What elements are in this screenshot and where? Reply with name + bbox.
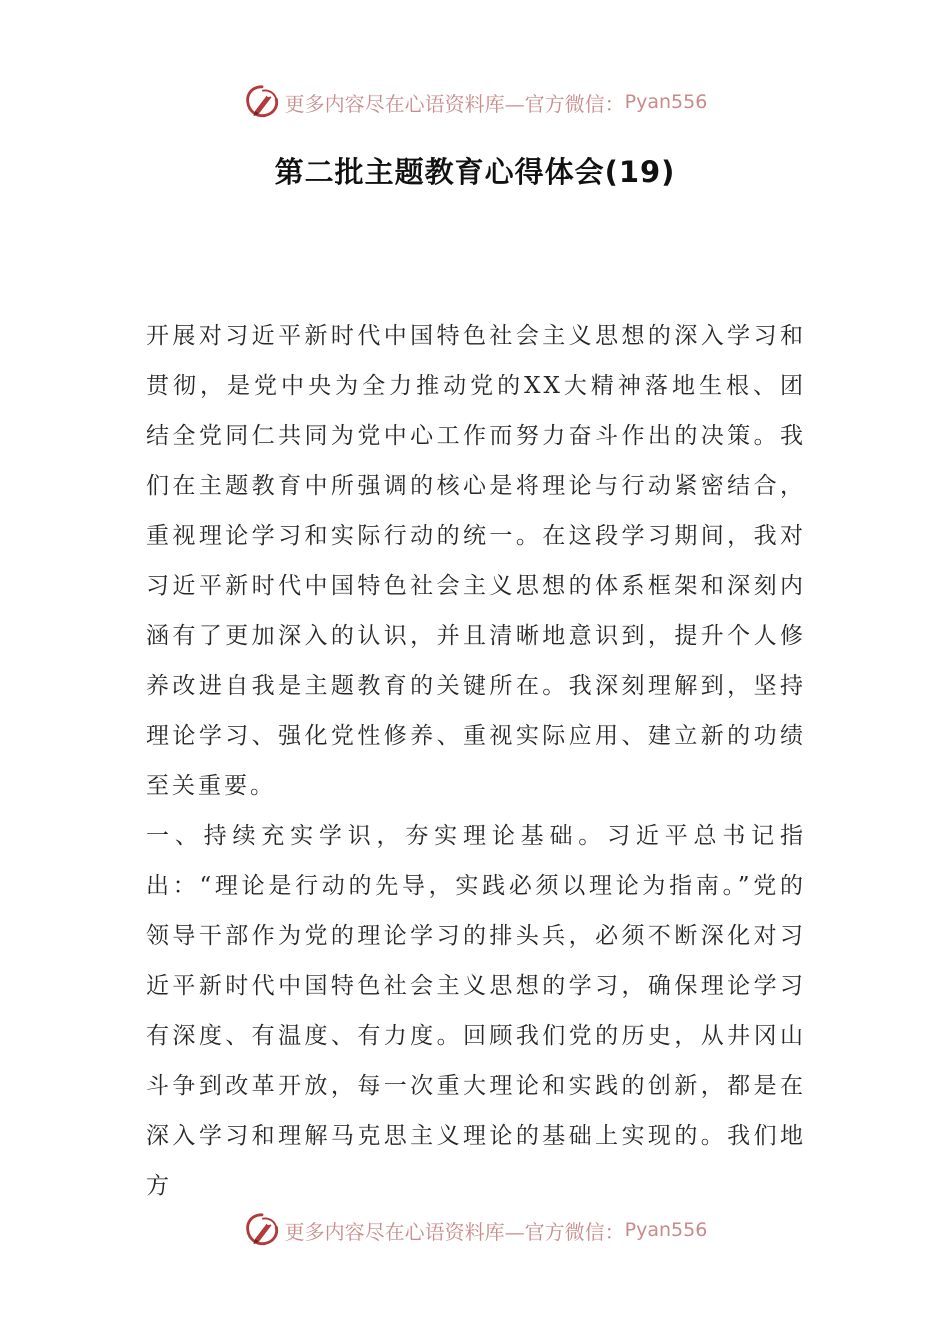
pen-nib-swirl-icon — [243, 83, 281, 121]
pen-nib-swirl-icon — [243, 1211, 281, 1249]
wechat-id: Pyan556 — [624, 1219, 708, 1241]
header-watermark — [0, 80, 950, 124]
wechat-id: Pyan556 — [624, 91, 708, 113]
paragraph: 开展对习近平新时代中国特色社会主义思想的深入学习和贯彻，是党中央为全力推动党的XX大精神落地生根、团结全党同仁共同为党中心工作而努力奋斗作出的决策。我们在主题教育中所强调的核心是将理论与行动紧密结合，重视理论学习和实际行动的统一。在这段学习期间，我对习近平新时代中国特色社会主义思想的体系框架和深刻内涵有了更加深入的认识，并且清晰地意识到，提升个人修养改进自我是主题教育的关键所在。我深刻理解到，坚持理论学习、强化党性修养、重视实际应用、建立新的功绩至关重要。 — [146, 323, 806, 799]
brand-text: 更多内容尽在心语资料库—官方微信： — [284, 1219, 625, 1244]
document-body — [146, 311, 806, 1211]
document-title: 第二批主题教育心得体会(19) — [274, 155, 676, 189]
footer-watermark — [0, 1208, 950, 1252]
paragraph: 一、持续充实学识，夯实理论基础。习近平总书记指出：“理论是行动的先导，实践必须以理论为指南。”党的领导干部作为党的理论学习的排头兵，必须不断深化对习近平新时代中国特色社会主义思想的学习，确保理论学习有深度、有温度、有力度。回顾我们党的历史，从井冈山斗争到改革开放，每一次重大理论和实践的创新，都是在深入学习和理解马克思主义理论的基础上实现的。我们地方 — [146, 823, 806, 1199]
brand-text: 更多内容尽在心语资料库—官方微信： — [284, 91, 625, 116]
